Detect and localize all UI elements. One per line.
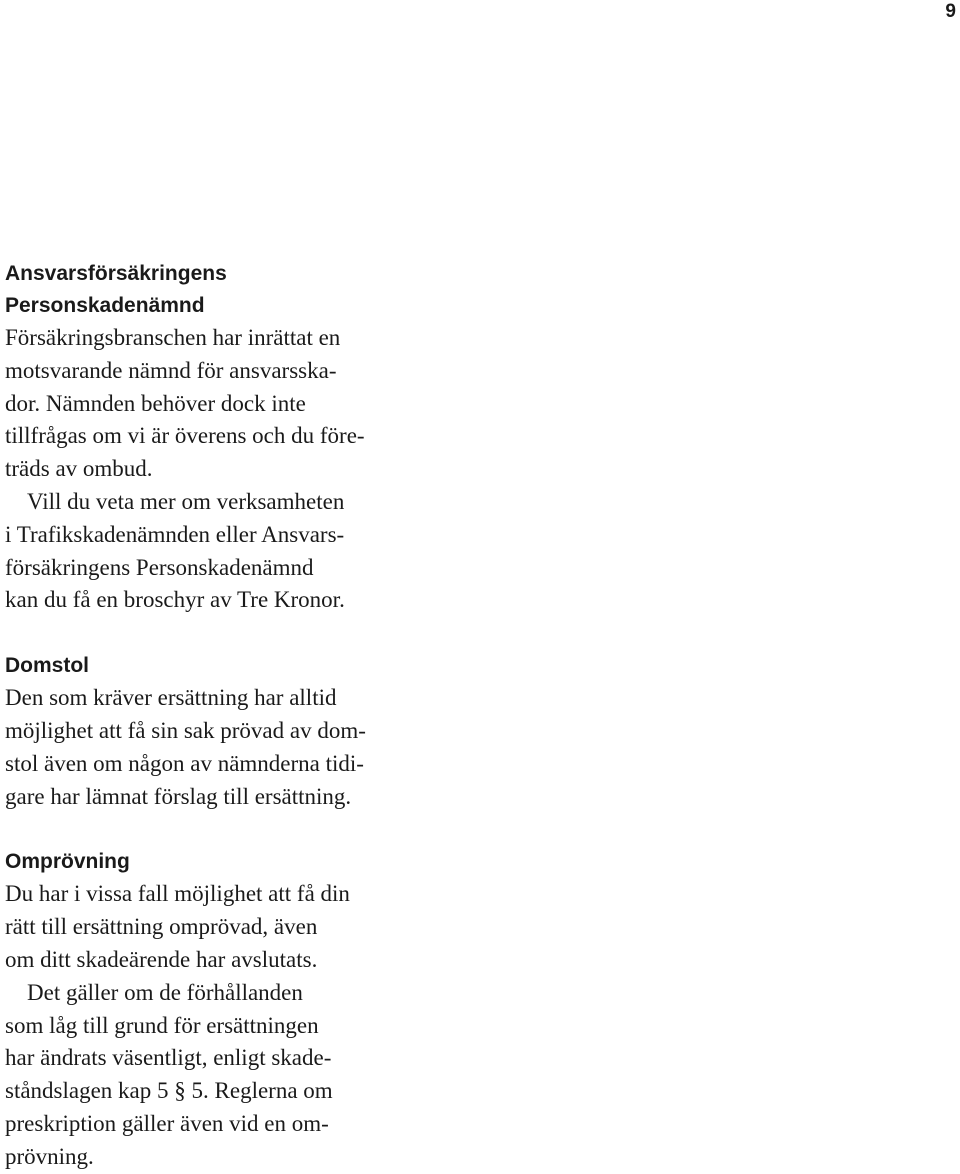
text-line: preskription gäller även vid en om- bbox=[5, 1110, 329, 1136]
text-line: om ditt skadeärende har avslutats. bbox=[5, 946, 318, 972]
section-ansvarsforsakringens-personskadenamnd bbox=[5, 258, 445, 617]
paragraph bbox=[5, 486, 445, 617]
text-line: träds av ombud. bbox=[5, 456, 153, 482]
page-number: 9 bbox=[945, 1, 956, 22]
text-line: Försäkringsbranschen har inrättat en bbox=[5, 325, 341, 350]
text-line: motsvarande nämnd för ansvarsska- bbox=[5, 357, 337, 383]
paragraph bbox=[5, 682, 445, 813]
section-heading bbox=[5, 650, 445, 682]
paragraph bbox=[5, 977, 445, 1174]
text-line: i Trafikskadenämnden eller Ansvars- bbox=[5, 521, 345, 547]
text-line: Det gäller om de förhållanden bbox=[27, 979, 303, 1005]
text-line: ståndslagen kap 5 § 5. Reglerna om bbox=[5, 1078, 333, 1104]
text-column bbox=[5, 258, 445, 1174]
paragraph bbox=[5, 322, 445, 486]
text-line: Du har i vissa fall möjlighet att få din bbox=[5, 881, 350, 907]
heading-line: Ansvarsförsäkringens bbox=[5, 262, 227, 285]
heading-line: Domstol bbox=[5, 654, 89, 678]
text-line: Vill du veta mer om verksamheten bbox=[27, 488, 345, 514]
text-line: försäkringens Personskadenämnd bbox=[5, 554, 314, 580]
text-line: gare har lämnat förslag till ersättning. bbox=[5, 783, 352, 809]
heading-line: Personskadenämnd bbox=[5, 294, 205, 317]
heading-line: Omprövning bbox=[5, 850, 130, 874]
section-heading bbox=[5, 846, 445, 878]
text-line: dor. Nämnden behöver dock inte bbox=[5, 390, 306, 416]
text-line: tillfrågas om vi är överens och du före- bbox=[5, 423, 365, 449]
text-line: möjlighet att få sin sak prövad av dom- bbox=[5, 717, 366, 743]
text-line: Den som kräver ersättning har alltid bbox=[5, 685, 337, 711]
text-line: som låg till grund för ersättningen bbox=[5, 1012, 319, 1038]
section-gap bbox=[5, 617, 445, 650]
text-line: rätt till ersättning omprövad, även bbox=[5, 914, 318, 940]
section-heading bbox=[5, 258, 445, 322]
text-line: kan du få en broschyr av Tre Kronor. bbox=[5, 587, 345, 613]
text-line: har ändrats väsentligt, enligt skade- bbox=[5, 1045, 332, 1071]
text-line: prövning. bbox=[5, 1143, 94, 1169]
paragraph bbox=[5, 878, 445, 976]
section-domstol bbox=[5, 650, 445, 813]
section-omprovning bbox=[5, 846, 445, 1173]
text-line: stol även om någon av nämnderna tidi- bbox=[5, 750, 364, 776]
section-gap bbox=[5, 813, 445, 846]
